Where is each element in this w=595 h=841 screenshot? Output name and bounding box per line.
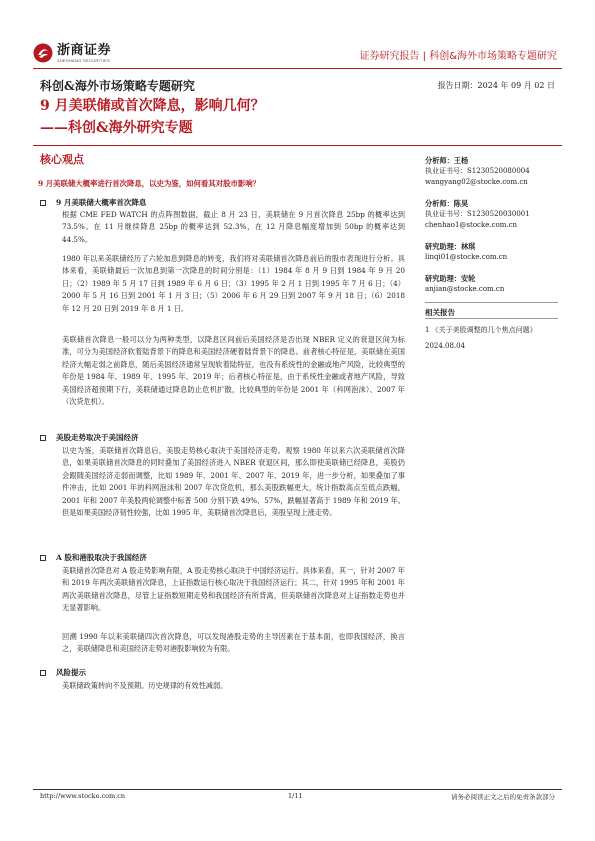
section-heading: 9 月美联储大概率首次降息 [56,198,147,207]
report-date: 报告日期：2024 年 09 月 02 日 [437,81,555,90]
analyst-name: 研究助理：林琪 [425,242,476,251]
analyst-email[interactable]: linqi01@stocke.com.cn [425,253,508,261]
title-divider [33,145,562,146]
header-divider [33,68,562,69]
checkbox-square-icon [40,200,46,206]
analyst-name: 分析师：陈昊 [425,199,469,208]
paragraph: 美联储政策转向不及预期。历史规律的有效性减弱。 [62,681,228,690]
section-heading: A 股和港股取决于我国经济 [56,553,147,562]
analyst-name: 分析师：王杨 [425,156,469,165]
analyst-email[interactable]: chenhao1@stocke.com.cn [425,221,518,229]
section-bullet-2 [40,432,139,443]
section-bullet-4 [40,667,86,678]
page-number: 1/11 [288,792,303,800]
footer-disclaimer: 请务必阅读正文之后的免责条款部分 [451,793,555,801]
related-report-link[interactable]: 1 《关于美股调整的几个焦点问题》 2024.08.04 [425,326,537,350]
section-bullet-1 [40,197,146,208]
analyst-license: 执业证书号：S1230520030001 [425,210,530,218]
report-title: 9 月美联储或首次降息，影响几何？ [40,98,265,114]
analyst-license: 执业证书号：S1230520080004 [425,167,530,175]
paragraph: 美联储首次降息对 A 股走势影响有限，A 股走势核心取决于中国经济运行。具体来看，其一，针对 2007 年和 2019 年两次美联储首次降息，上证指数运行核心取决于我国经济运行；其二，针对 1995 年和 2001 年两次美联储首次降息，尽管上证指数短期走势和我国经济有所背离，但美联储首次降息对上证指数走势也并无显著影响。 [62,566,405,613]
section-heading: 美股走势取决于美国经济 [56,433,139,442]
checkbox-square-icon [40,555,46,561]
series-title: 科创&海外市场策略专题研究 [40,79,195,93]
company-logo [33,41,133,65]
core-view-section [38,152,410,168]
analyst-card [425,241,565,263]
analyst-card [425,273,565,295]
analyst-name: 研究助理：安轮 [425,274,476,283]
related-reports-heading: 相关报告 [425,308,455,317]
sidebar-divider [425,302,558,303]
core-view-heading: 核心观点 [40,153,84,166]
paragraph: 以史为鉴，美联储首次降息后，美股走势核心取决于美国经济走势。观察 1980 年以来六次美联储首次降息，如果美联储首次降息的同时叠加了美国经济进入 NBER 衰退区间，那么即使美联储已经降息，美股仍会跟随美国经济走弱而调整，比如 1989 年、2001 年、2007 年、2019 年，进一步分析，如果叠加了事件冲击，比如 2001 年的科网泡沫和 2007 年次贷危机，那么美股跌幅更大，统计指数高点至低点跌幅，2001 年和 2007 年美股两轮调整中标普 500 分别下跌 49%、57%，跌幅显著高于 1989 年和 2019 年。但是如果美国经济韧性较强，比如 1995 年，美联储首次降息后，美股呈现上涨走势。 [62,446,405,518]
logo-cn-text: 浙商证券 [57,42,112,58]
paragraph: 1980 年以来美联储经历了六轮加息到降息的转变，我们将对美联储首次降息前后的股市表现进行分析。具体来看，美联储最后一次加息到第一次降息的时间分别是：（1）1984 年 8 月 9 日到 1984 年 9 月 20 日；（2）1989 年 5 月 17 日到 1989 年 6 月 6 日；（3）1995 年 2 月 1 日到 1995 年 7 月 6 日；（4）2000 年 5 月 16 日到 2001 年 1 月 3 日；（5）2006 年 6 月 29 日到 2007 年 9 月 18 日；（6）2018 年 12 月 20 日到 2019 年 8 月 1 日。 [62,254,405,313]
paragraph: 根据 CME FED WATCH 的点阵图数据，截止 8 月 23 日，美联储在 9 月首次降息 25bp 的概率达到 73.5%。在 11 月继续降息 25bp 的概率达到 52.3%，在 12 月降息幅度增加到 50bp 的概率达到 44.5%。 [62,210,405,244]
sidebar-divider [425,318,558,319]
analyst-email[interactable]: wangyang02@stocke.com.cn [425,178,528,186]
footer-website-link[interactable]: http://www.stocke.com.cn [40,792,126,800]
analyst-card [425,198,565,231]
section-bullet-3 [40,552,147,563]
footer-divider [33,789,562,790]
paragraph: 美联储首次降息一般可以分为两种类型，以降息区间前后美国经济是否出现 NBER 定义的衰退区间为标准，可分为美国经济软着陆背景下的降息和美国经济硬着陆背景下的降息。前者核心特征是，美联储在美国经济大幅走弱之前降息，随后美国经济通常呈现软着陆特征，也没有系统性的金融或地产风险，比较典型的年份是 1984 年、1989 年、1995 年、2019 年；后者核心特征是，由于系统性金融或者地产风险，导致美国经济超预期下行，美联储通过降息防止危机扩散，比较典型的年份是 2001 年（科网泡沫）、2007 年（次贷危机）。 [62,335,405,407]
report-category: 证券研究报告 | 科创&海外市场策略专题研究 [359,51,557,62]
checkbox-square-icon [40,670,46,676]
logo-en-text: ZHESHANG SECURITIES [57,57,111,63]
analyst-card [425,155,565,188]
core-view-lead: 9 月美联储大概率进行首次降息，以史为鉴，如何看其对股市影响？ [38,179,261,188]
zheshang-logo-icon [33,43,53,63]
report-subtitle: ——科创&海外研究专题 [40,120,193,136]
section-heading: 风险提示 [56,668,86,677]
analyst-email[interactable]: anjian@stocke.com.cn [425,285,505,293]
checkbox-square-icon [40,435,46,441]
paragraph: 回溯 1990 年以来美联储四次首次降息，可以发现港股走势的主导因素在于基本面，也即我国经济，换言之，美联储降息和美国经济走势对港股影响较为有限。 [62,632,405,654]
